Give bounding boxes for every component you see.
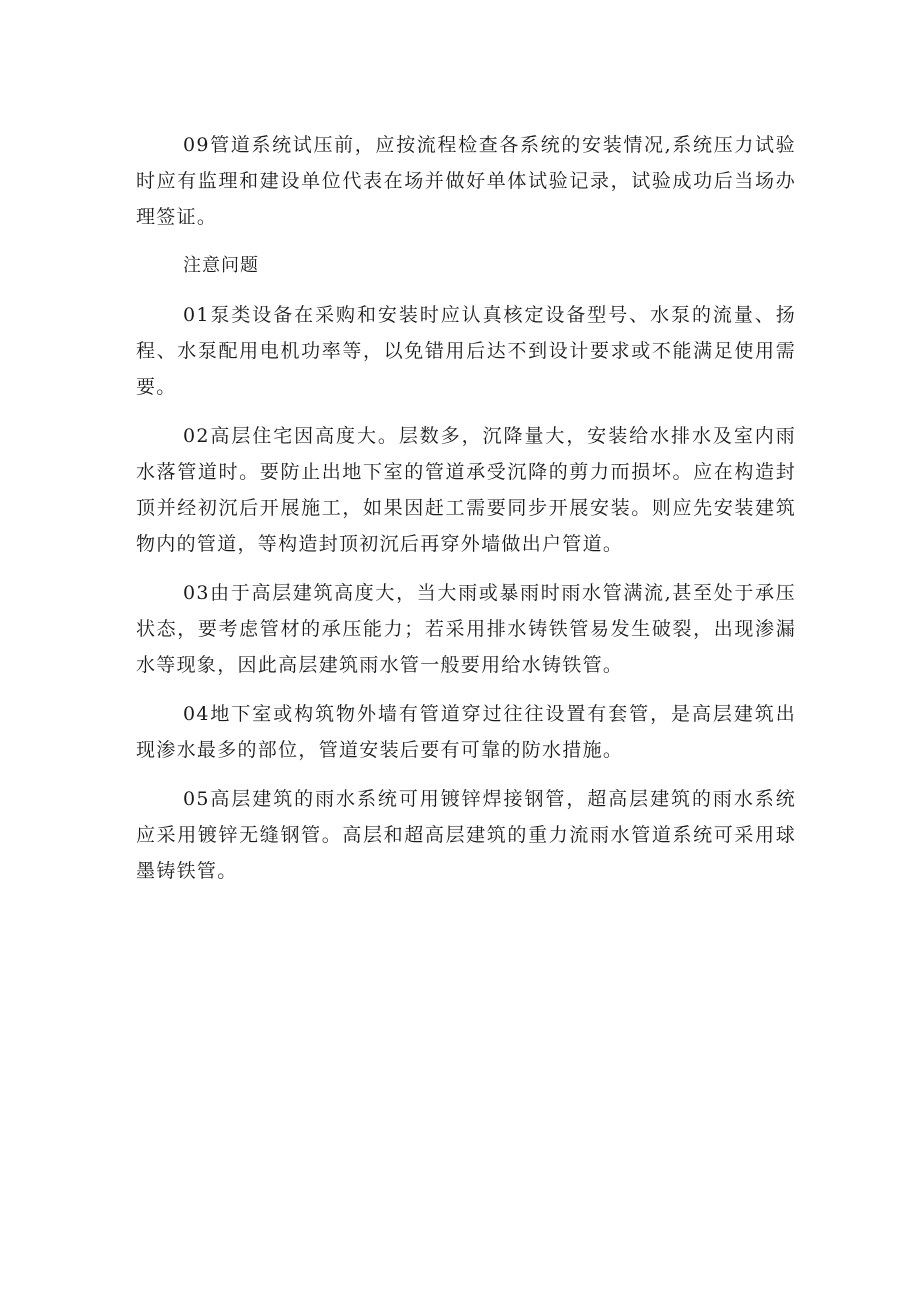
paragraph-01-pump-equipment: 01泵类设备在采购和安装时应认真核定设备型号、水泵的流量、扬程、水泵配用电机功率等，以免错用后达不到设计要求或不能满足使用需要。 (136, 304, 796, 398)
paragraph-02-settlement: 02高层住宅因高度大。层数多，沉降量大，安装给水排水及室内雨水落管道时。要防止出地下室的管道承受沉降的剪力而损坏。应在构造封顶并经初沉后开展施工，如果因赶工需要同步开展安装。则应先安装建筑物内的管道，等构造封顶初沉后再穿外墙做出户管道。 (136, 425, 796, 555)
document-body (136, 127, 796, 889)
paragraph-04-basement-sleeve: 04地下室或构筑物外墙有管道穿过往往设置有套管，是高层建筑出现渗水最多的部位，管道安装后要有可靠的防水措施。 (136, 703, 796, 761)
paragraph-05-rainwater-system: 05高层建筑的雨水系统可用镀锌焊接钢管，超高层建筑的雨水系统应采用镀锌无缝钢管。高层和超高层建筑的重力流雨水管道系统可采用球墨铸铁管。 (136, 788, 796, 882)
paragraph-09-pressure-test: 09管道系统试压前，应按流程检查各系统的安装情况,系统压力试验时应有监理和建设单位代表在场并做好单体试验记录，试验成功后当场办理签证。 (136, 134, 796, 228)
section-heading-notes: 注意问题 (183, 255, 259, 276)
paragraph-03-rainwater-pipe: 03由于高层建筑高度大，当大雨或暴雨时雨水管满流,甚至处于承压状态，要考虑管材的承压能力；若采用排水铸铁管易发生破裂，出现渗漏水等现象，因此高层建筑雨水管一般要用给水铸铁管。 (136, 582, 796, 676)
